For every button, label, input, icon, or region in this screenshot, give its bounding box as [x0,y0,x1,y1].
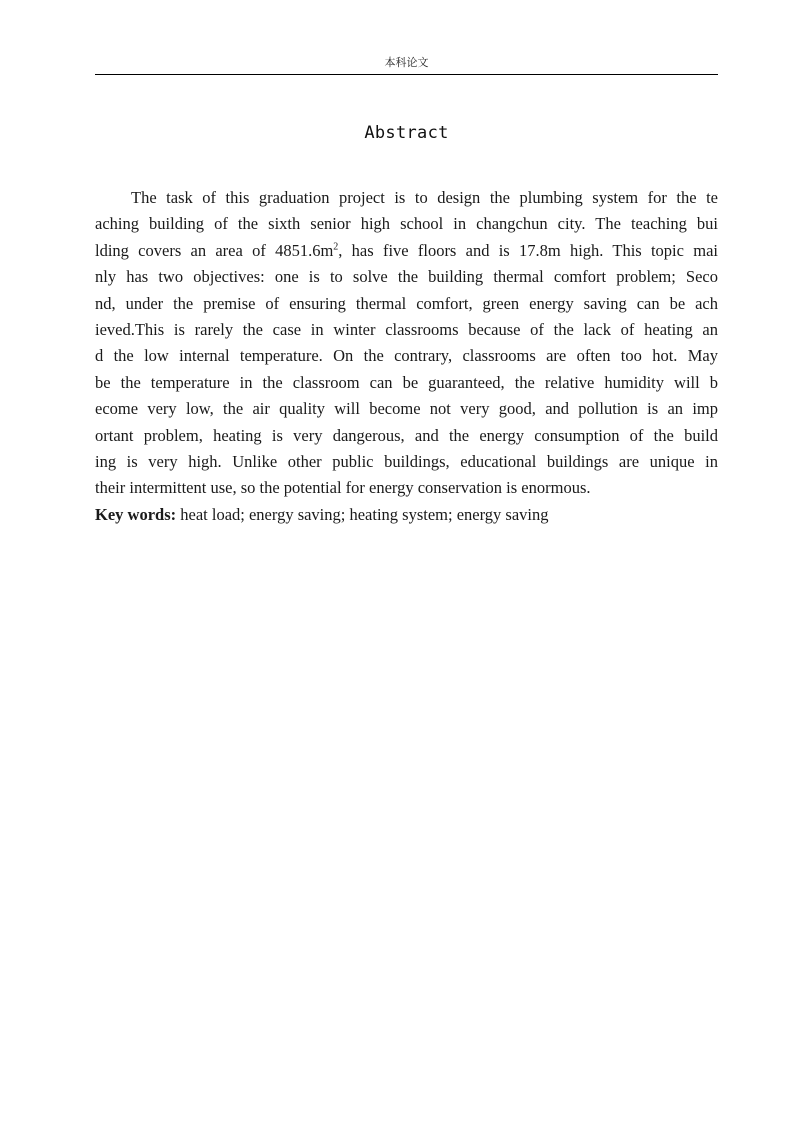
abstract-line: ieved.This is rarely the case in winter classrooms because of the lack of heating an [95,319,718,339]
abstract-line: aching building of the sixth senior high school in changchun city. The teaching bui [95,214,718,234]
abstract-line: nd, under the premise of ensuring thermal comfort, green energy saving can be ach [95,293,718,313]
page-header [95,56,718,75]
abstract-line-with-superscript [95,238,718,264]
abstract-line: nly has two objectives: one is to solve the building thermal comfort problem; Seco [95,267,718,287]
abstract-line: their intermittent use, so the potential for energy conservation is enormous. [95,478,591,498]
running-title: 本科论文 [384,56,429,69]
abstract-line: be the temperature in the classroom can be guaranteed, the relative humidity will b [95,372,718,392]
abstract-line: ortant problem, heating is very dangerous, and the energy consumption of the build [95,425,718,445]
abstract-line: d the low internal temperature. On the contrary, classrooms are often too hot. May [95,346,718,366]
abstract-body [95,185,718,528]
keywords-line [95,502,718,528]
keywords-label: Key words: [95,504,177,524]
abstract-line-part: , has five floors and is 17.8m high. This topic mai [338,240,718,260]
keywords-text: heat load; energy saving; heating system; energy saving [176,504,549,524]
abstract-line: The task of this graduation project is to design the plumbing system for the te [131,188,718,207]
abstract-title: Abstract [364,123,449,143]
abstract-line-part: lding covers an area of 4851.6m [95,240,334,260]
abstract-line: ecome very low, the air quality will become not very good, and pollution is an imp [95,399,718,419]
superscript-exponent: 2 [333,241,339,253]
abstract-line: ing is very high. Unlike other public buildings, educational buildings are unique in [95,451,718,471]
